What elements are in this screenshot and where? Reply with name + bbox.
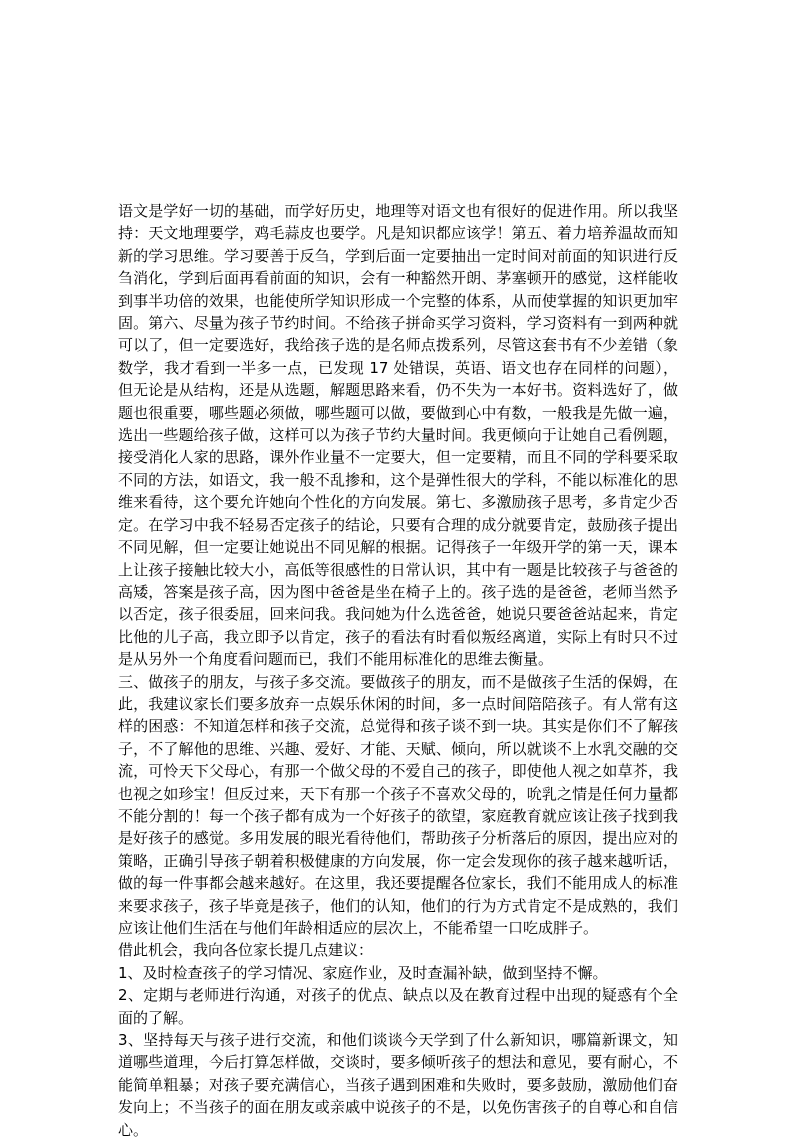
paragraph-suggestion-2: 2、定期与老师进行沟通，对孩子的优点、缺点以及在教育过程中出现的疑惑有个全面的了解。 xyxy=(118,986,678,1027)
paragraph-suggestion-3: 3、坚持每天与孩子进行交流，和他们谈谈今天学到了什么新知识，哪篇新课文，知道哪些道理，今后打算怎样做，交谈时，要多倾听孩子的想法和意见，要有耐心，不能简单粗暴；对孩子要充满信心，当孩子遇到困难和失败时，要多鼓励，激励他们奋发向上；不当孩子的面在朋友或亲戚中说孩子的不是，以免伤害孩子的自尊心和自信心。 xyxy=(118,1031,678,1139)
paragraph-section-three: 三、做孩子的朋友，与孩子多交流。要做孩子的朋友，而不是做孩子生活的保姆，在此，我建议家长们要多放弃一点娱乐休闲的时间，多一点时间陪陪孩子。有人常有这样的困惑：不知道怎样和孩子交流，总觉得和孩子谈不到一块。其实是你们不了解孩子，不了解他的思维、兴趣、爱好、才能、天赋、倾向，所以就谈不上水乳交融的交流，可怜天下父母心，有那一个做父母的不爱自己的孩子，即使他人视之如草芥，我也视之如珍宝！但反过来，天下有那一个孩子不喜欢父母的，吮乳之情是任何力量都不能分割的！每一个孩子都有成为一个好孩子的欲望，家庭教育就应该让孩子找到我是好孩子的感觉。多用发展的眼光看待他们，帮助孩子分析落后的原因，提出应对的策略，正确引导孩子朝着积极健康的方向发展，你一定会发现你的孩子越来越听话，做的每一件事都会越来越好。在这里，我还要提醒各位家长，我们不能用成人的标准来要求孩子，孩子毕竟是孩子，他们的认知，他们的行为方式肯定不是成熟的，我们应该让他们生活在与他们年龄相适应的层次上，不能希望一口吃成胖子。 xyxy=(118,672,678,937)
paragraph-study-methods: 语文是学好一切的基础，而学好历史，地理等对语文也有很好的促进作用。所以我坚持：天文地理要学，鸡毛蒜皮也要学。凡是知识都应该学！第五、着力培养温故而知新的学习思维。学习要善于反刍，学到后面一定要抽出一定时间对前面的知识进行反刍消化，学到后面再看前面的知识，会有一种豁然开朗、茅塞顿开的感觉，这样能收到事半功倍的效果，也能使所学知识形成一个完整的体系，从而使掌握的知识更加牢固。第六、尽量为孩子节约时间。不给孩子拼命买学习资料，学习资料有一到两种就可以了，但一定要选好，我给孩子选的是名师点拨系列，尽管这套书有不少差错（象数学，我才看到一半多一点，已发现 17 处错误，英语、语文也存在同样的问题），但无论是从结构，还是从选题，解题思路来看，仍不失为一本好书。资料选好了，做题也很重要，哪些题必须做，哪些题可以做，要做到心中有数，一般我是先做一遍，选出一些题给孩子做，这样可以为孩子节约大量时间。我更倾向于让她自己看例题，接受消化人家的思路，课外作业量不一定要大，但一定要精，而且不同的学科要采取不同的方法，如语文，我一般不乱掺和，这个是弹性很大的学科，不能以标准化的思维来看待，这个要允许她向个性化的方向发展。第七、多激励孩子思考，多肯定少否定。在学习中我不轻易否定孩子的结论，只要有合理的成分就要肯定，鼓励孩子提出不同见解，但一定要让她说出不同见解的根据。记得孩子一年级开学的第一天，课本上让孩子接触比较大小，高低等很感性的日常认识，其中有一题是比较孩子与爸爸的高矮，答案是孩子高，因为图中爸爸是坐在椅子上的。孩子选的是爸爸，老师当然予以否定，孩子很委屈，回来问我。我问她为什么选爸爸，她说只要爸爸站起来，肯定比他的儿子高，我立即予以肯定，孩子的看法有时看似叛经离道，实际上有时只不过是从另外一个角度看问题而已，我们不能用标准化的思维去衡量。 xyxy=(118,202,678,669)
paragraph-suggestions-intro: 借此机会，我向各位家长提几点建议： xyxy=(118,941,374,960)
body-text xyxy=(118,200,678,1141)
paragraph-suggestion-1: 1、及时检查孩子的学习情况、家庭作业，及时查漏补缺，做到坚持不懈。 xyxy=(118,963,608,982)
